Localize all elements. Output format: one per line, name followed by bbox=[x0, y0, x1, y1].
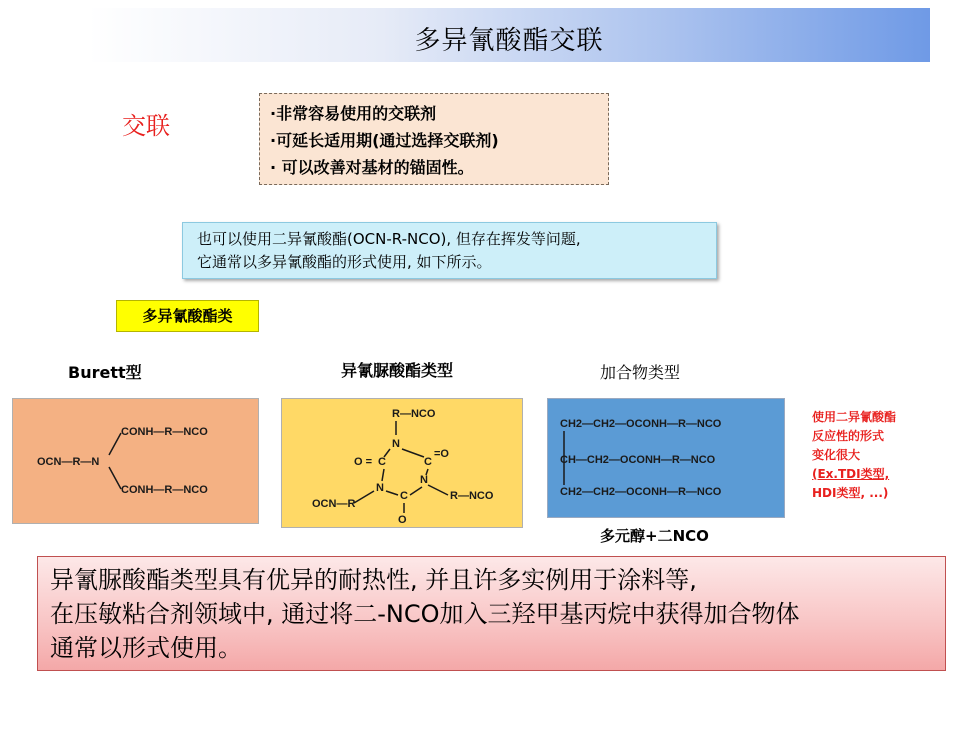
burett-bottom-branch: CONH—R—NCO bbox=[121, 484, 208, 496]
adduct-row-2: CH—CH2—OCONH—R—NCO bbox=[560, 454, 716, 466]
isocyanurate-structure-panel bbox=[281, 398, 523, 528]
side-note-line: 变化很大 bbox=[812, 448, 861, 462]
iso-ring-bond bbox=[384, 449, 390, 457]
side-note-line: 使用二异氰酸酯 bbox=[812, 410, 897, 424]
iso-n-right: N bbox=[420, 474, 428, 486]
adduct-structure-diagram bbox=[548, 399, 784, 517]
summary-line: 异氰脲酸酯类型具有优异的耐热性, 并且许多实例用于涂料等, bbox=[50, 566, 697, 594]
isocyanurate-structure-diagram bbox=[282, 399, 522, 527]
info-callout bbox=[182, 222, 717, 279]
burett-structure-diagram bbox=[13, 399, 258, 523]
iso-c-left: C bbox=[378, 456, 386, 468]
title-banner bbox=[88, 8, 930, 62]
isocyanurate-type-label: 异氰脲酸酯类型 bbox=[341, 361, 454, 380]
side-note-line: HDI类型, ...) bbox=[812, 486, 889, 500]
iso-n-left: N bbox=[376, 482, 384, 494]
burett-bond-bottom bbox=[109, 467, 121, 489]
iso-ring-bond bbox=[386, 491, 398, 495]
category-tag: 多异氰酸酯类 bbox=[116, 300, 259, 332]
iso-bond-right bbox=[428, 485, 448, 495]
iso-top-group: R—NCO bbox=[392, 408, 436, 420]
burett-structure-panel bbox=[12, 398, 259, 524]
adduct-row-3: CH2—CH2—OCONH—R—NCO bbox=[560, 486, 722, 498]
burett-type-label: Burett型 bbox=[68, 363, 142, 382]
iso-bond-left bbox=[354, 491, 374, 503]
polyol-caption: 多元醇+二NCO bbox=[600, 527, 709, 545]
feature-item: · 可以改善对基材的锚固性。 bbox=[270, 158, 474, 177]
feature-list bbox=[259, 93, 609, 185]
adduct-structure-panel bbox=[547, 398, 785, 518]
side-note-line: (Ex.TDI类型, bbox=[812, 467, 890, 481]
info-line: 它通常以多异氰酸酯的形式使用, 如下所示。 bbox=[197, 253, 492, 271]
summary-callout bbox=[37, 556, 946, 671]
summary-line: 在压敏粘合剂领域中, 通过将二-NCO加入三羟甲基丙烷中获得加合物体 bbox=[50, 600, 800, 628]
iso-ring-bond bbox=[382, 469, 384, 481]
side-note bbox=[812, 408, 952, 503]
page-title: 多异氰酸酯交联 bbox=[414, 26, 604, 56]
feature-item: ·非常容易使用的交联剂 bbox=[270, 104, 437, 123]
iso-ring-bond bbox=[410, 487, 422, 495]
iso-right-group: R—NCO bbox=[450, 490, 494, 502]
info-line: 也可以使用二异氰酸酯(OCN-R-NCO), 但存在挥发等问题, bbox=[197, 230, 581, 248]
iso-o-right: =O bbox=[434, 448, 449, 460]
iso-o-left: O = bbox=[354, 456, 373, 468]
iso-c-right: C bbox=[424, 456, 432, 468]
feature-item: ·可延长适用期(通过选择交联剂) bbox=[270, 131, 499, 150]
adduct-row-1: CH2—CH2—OCONH—R—NCO bbox=[560, 418, 722, 430]
burett-top-branch: CONH—R—NCO bbox=[121, 426, 208, 438]
burett-bond-top bbox=[109, 433, 121, 455]
iso-ring-bond bbox=[402, 449, 424, 457]
adduct-type-label: 加合物类型 bbox=[600, 363, 681, 382]
iso-o-bottom: O bbox=[398, 514, 407, 526]
iso-n-top: N bbox=[392, 438, 400, 450]
burett-left-chain: OCN—R—N bbox=[37, 456, 100, 468]
iso-c-bottom: C bbox=[400, 490, 408, 502]
iso-left-group: OCN—R bbox=[312, 498, 356, 510]
side-note-line: 反应性的形式 bbox=[812, 429, 885, 443]
summary-line: 通常以形式使用。 bbox=[50, 634, 242, 662]
crosslink-heading: 交联 bbox=[122, 112, 170, 140]
